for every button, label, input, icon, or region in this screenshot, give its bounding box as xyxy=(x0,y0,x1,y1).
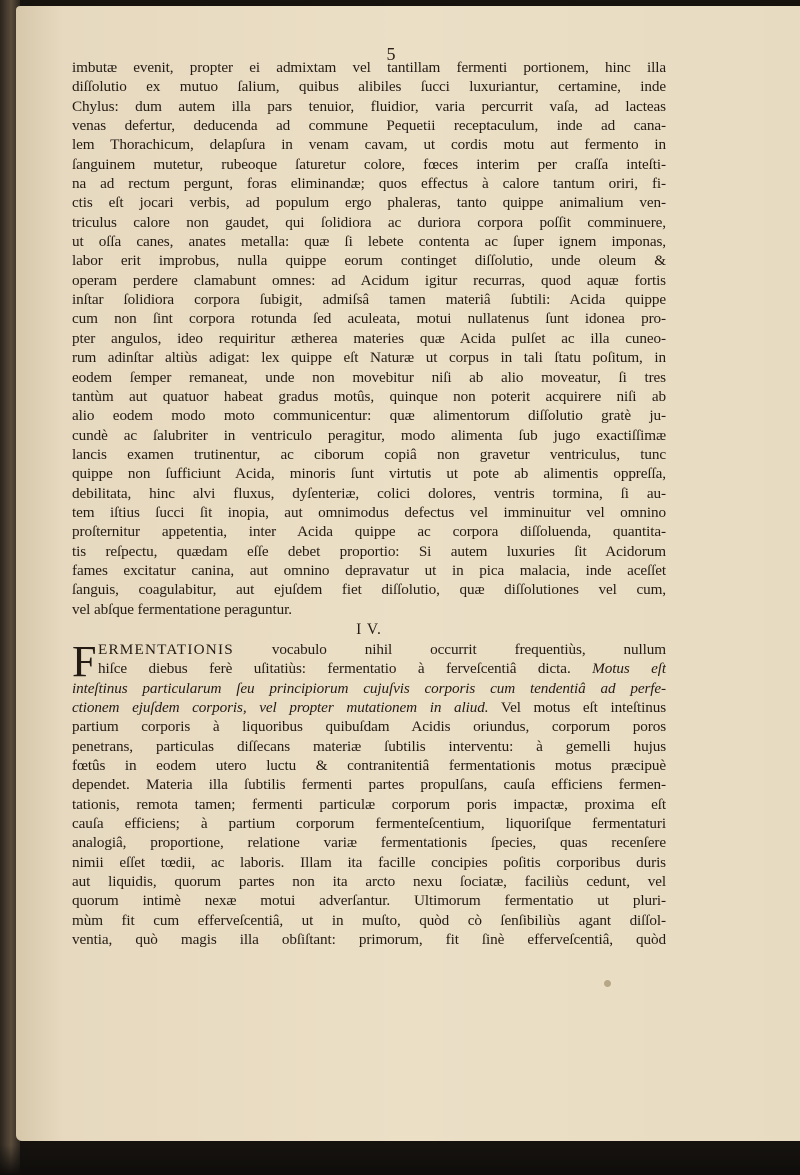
text-line xyxy=(72,795,666,814)
text-run: cauſa efficiens; à partium corporum fermenteſcentium, liquoriſque fermentaturi xyxy=(72,815,666,833)
text-line: alio eodem modo moto communicentur: quæ alimentorum diſſolutio gratè ju- xyxy=(72,407,666,425)
text-line xyxy=(72,756,666,775)
text-line: pter angulos, ideo requiritur ætherea materies quæ Acida pulſet ac illa cuneo- xyxy=(72,329,666,347)
page-text xyxy=(72,58,666,949)
text-line xyxy=(72,640,666,659)
text-run: inteſtinus particularum ſeu principiorum cujuſvis corporis cum tendentiâ ad perfe- xyxy=(72,679,666,697)
text-line: vel abſque fermentatione peraguntur. xyxy=(72,600,292,618)
text-line xyxy=(72,659,666,678)
text-line: venas defertur, deducenda ad commune Pequetii receptaculum, inde ad cana- xyxy=(72,117,666,135)
text-line: labor erit improbus, nulla quippe eorum continget diſſolutio, unde oleum & xyxy=(72,252,666,270)
text-line: ſanguis, coagulabitur, aut ejuſdem fiet diſſolutio, quæ diſſolutiones vel cum, xyxy=(72,581,666,599)
text-line: diſſolutio ex mutuo ſalium, quibus alibiles ſucci luxuriantur, certamine, inde xyxy=(72,78,666,96)
text-line xyxy=(72,911,666,930)
text-line: ctis eſt jocari verbis, ad populum ergo phaleras, tanto quippe animalium ven- xyxy=(72,194,666,212)
text-run: Motus eſt xyxy=(592,660,666,678)
text-run: aut liquidis, quorum partes non ita arcto nexu ſociatæ, faciliùs cedunt, vel xyxy=(72,873,666,891)
text-run: partium corporis à liquoribus quibuſdam Acidis oriundus, corporum poros xyxy=(72,718,666,736)
text-line: lancis examen trutinentur, ac ciborum copiâ non gravetur ventriculus, tunc xyxy=(72,445,666,463)
text-line xyxy=(72,833,666,852)
text-run: fœtûs in eodem utero luctu & contranitentiâ fermentationis motus præcipuè xyxy=(72,757,666,775)
text-run: ERMENTATIONIS xyxy=(98,640,234,658)
text-run: tationis, remota tamen; fermenti particulæ corporum poris impactæ, proxima eſt xyxy=(72,795,666,813)
text-line: tis reſpectu, quædam eſſe debet proportio: Si autem luxuries ſit Acidorum xyxy=(72,542,666,560)
text-line xyxy=(72,814,666,833)
text-line: ſanguinem mutetur, rubeoque ſaturetur colore, fœces interim per craſſa inteſti- xyxy=(72,155,666,173)
text-run: Vel motus eſt inteſtinus xyxy=(488,699,666,716)
text-line: debilitata, hinc alvi fluxus, dyſenteriæ, colici dolores, ventris tormina, ſi au- xyxy=(72,484,666,502)
text-line: na ad rectum pergunt, foras eliminandæ; quos effectus à calore tantum oriri, fi- xyxy=(72,175,666,193)
text-line: eodem ſemper remaneat, unde non movebitur niſi ab alio moveatur, ſi tres xyxy=(72,368,666,386)
text-run: analogiâ, proportione, relatione variæ fermentationis ſpecies, quas recenſere xyxy=(72,834,666,852)
text-line xyxy=(72,775,666,794)
text-line xyxy=(72,717,666,736)
text-line xyxy=(72,872,666,891)
text-run: dependet. Materia illa ſubtilis fermenti partes propulſans, cauſa efficiens fermen- xyxy=(72,776,666,794)
text-line: triculus calore non gaudet, qui ſolidiora ac duriora corpora poſſit comminuere, xyxy=(72,213,666,231)
text-run: nimii eſſet tœdii, ac laboris. Illam ita facille concipies poſitis corporibus duris xyxy=(72,853,666,871)
text-line xyxy=(72,737,666,756)
section-heading: I V. xyxy=(356,620,382,638)
text-line xyxy=(72,853,666,872)
text-line xyxy=(72,891,666,910)
text-line xyxy=(72,679,666,698)
text-line xyxy=(72,930,666,949)
drop-cap: F xyxy=(72,636,97,686)
text-line: imbutæ evenit, propter ei admixtam vel tantillam fermenti portionem, hinc illa xyxy=(72,59,666,76)
text-line: rum adinſtar altiùs adigat: lex quippe eſt Naturæ ut corpus in tali ſtatu poſitum, in xyxy=(72,349,666,367)
section-body xyxy=(72,636,666,950)
text-run: vocabulo nihil occurrit frequentiùs, nullum xyxy=(233,640,666,658)
text-line: tantùm aut quatuor habeat gradus motûs, quinque non poterit acquirere niſi ab xyxy=(72,387,666,405)
text-line: fames excitatur canina, aut omnino depravatur ut in pica malacia, inde aceſſet xyxy=(72,561,666,579)
text-line xyxy=(72,698,666,717)
text-line: cum non ſint corpora rotunda ſed aculeata, motui nullatenus ſunt idonea pro- xyxy=(72,310,666,328)
text-line: quippe non ſufficiunt Acida, minoris ſunt virtutis ut pote ab alimentis oppreſſa, xyxy=(72,465,666,483)
text-run: quorum intimè nexæ motui adverſantur. Ultimorum fermentatio ut pluri- xyxy=(72,892,666,910)
text-line: lem Thorachicum, delapſura in venam cavam, ut cordis motu aut fermento in xyxy=(72,136,666,154)
text-run: hiſce diebus ferè uſitatiùs: fermentatio à ferveſcentiâ dicta. xyxy=(98,660,593,678)
text-run: ventia, quò magis illa obſiſtant: primorum, fit ſinè efferveſcentiâ, quòd xyxy=(72,931,666,949)
scan-bottom-shadow xyxy=(0,1145,800,1175)
text-line: inſtar ſolidiora corpora ſubigit, admiſsâ tamen materiâ ſubtili: Acida quippe xyxy=(72,291,666,309)
text-line: cundè ac ſalubriter in ventriculo peragitur, modo alimenta ſub jugo exactiſſimæ xyxy=(72,426,666,444)
text-run: ctionem ejuſdem corporis, vel propter mutationem in aliud. xyxy=(72,699,489,716)
text-line: tem iſtius ſucci ſit inopia, aut omnimodus defectus vel imminuitur vel omnino xyxy=(72,503,666,521)
text-line: ut oſſa canes, anates metalla: quæ ſi lebete contenta ac ſuper ignem imponas, xyxy=(72,233,666,251)
text-run: penetrans, particulas diſſecans materiæ ſubtilis interventu: à gemelli hujus xyxy=(72,737,666,755)
page-number: 5 xyxy=(386,44,396,64)
text-line: Chylus: dum autem illa pars tenuior, fluidior, varia percurrit vaſa, ad lacteas xyxy=(72,97,666,115)
paper-spot xyxy=(604,980,611,987)
text-line: proſternitur appetentia, inter Acida quippe ac corpora diſſoluenda, quantita- xyxy=(72,523,666,541)
text-line: operam perdere clamabunt omnes: ad Acidum igitur recurras, quod aquæ fortis xyxy=(72,271,666,289)
text-run: mùm fit cum efferveſcentiâ, ut in muſto, quòd cò ſenſibiliùs agant diſſol- xyxy=(72,911,666,929)
